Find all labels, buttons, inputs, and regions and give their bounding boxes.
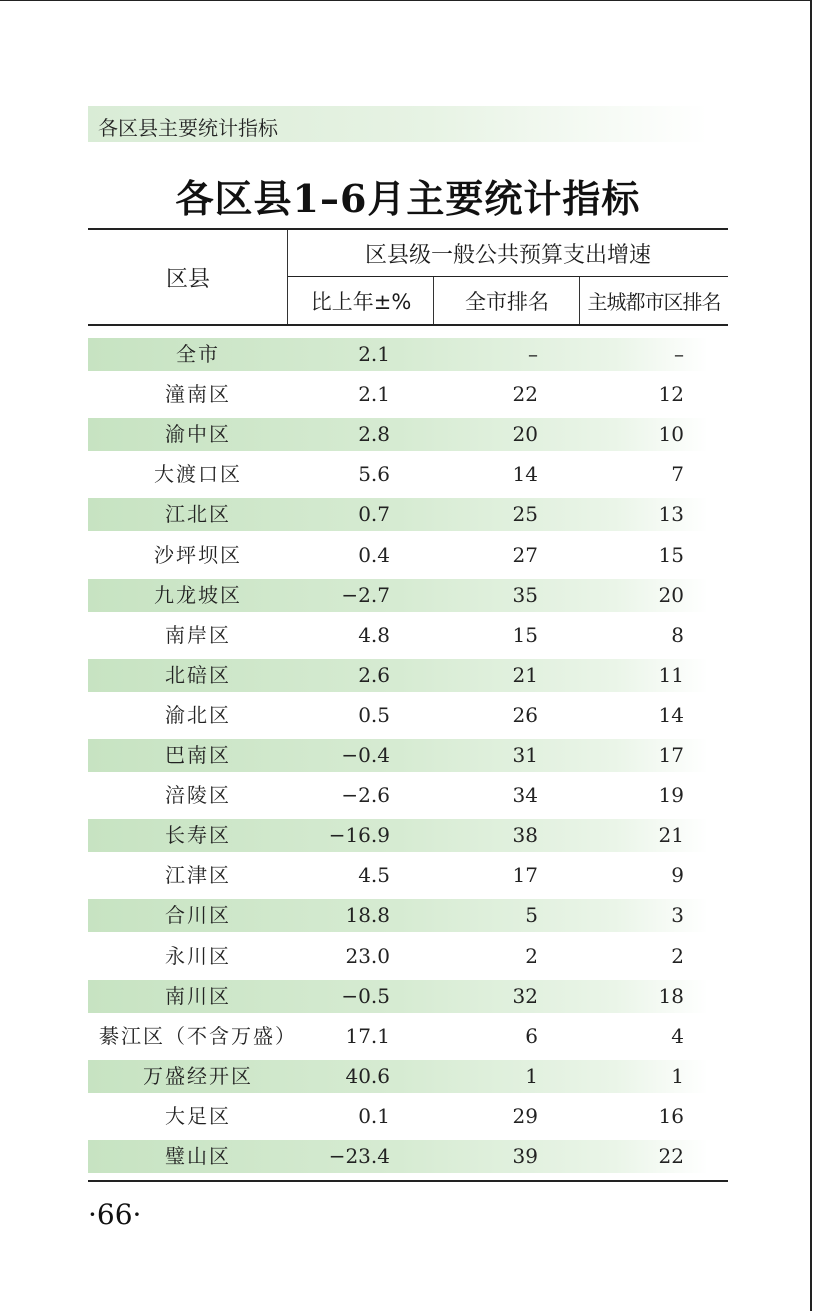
header-district: 区县 — [165, 266, 210, 292]
main-urban-rank-cell: 22 — [658, 1144, 684, 1168]
header-yoy-percent: 比上年±% — [310, 289, 412, 314]
city-rank-cell: 5 — [525, 903, 538, 928]
district-name-cell: 合川区 — [165, 903, 231, 928]
section-header-band — [88, 106, 708, 142]
main-urban-rank-cell: 12 — [658, 382, 684, 407]
main-urban-rank-cell: 1 — [671, 1063, 684, 1088]
yoy-value-cell: −0.4 — [341, 743, 390, 767]
district-name-cell: 涪陵区 — [165, 783, 231, 808]
main-urban-rank-cell: 15 — [658, 542, 684, 567]
city-rank-cell: 17 — [512, 863, 538, 888]
table-row — [88, 1100, 708, 1133]
yoy-value-cell: 0.7 — [358, 502, 390, 527]
main-urban-rank-cell: 17 — [658, 743, 684, 767]
yoy-value-cell: 23.0 — [345, 943, 390, 968]
table-row — [88, 819, 708, 852]
district-name-cell: 渝北区 — [165, 702, 231, 727]
city-rank-cell: 2 — [525, 943, 538, 968]
district-name-cell: 渝中区 — [165, 422, 231, 447]
district-name-cell: 全市 — [176, 342, 220, 366]
main-urban-rank-cell: 20 — [658, 582, 684, 607]
yoy-value-cell: 0.4 — [358, 542, 390, 567]
city-rank-cell: 15 — [512, 622, 538, 647]
yoy-value-cell: −0.5 — [341, 983, 390, 1008]
table-row — [88, 1140, 708, 1173]
table-row — [88, 458, 708, 491]
district-name-cell: 永川区 — [165, 943, 231, 968]
city-rank-cell: 6 — [525, 1023, 538, 1048]
main-urban-rank-cell: 13 — [658, 502, 684, 527]
city-rank-cell: 31 — [512, 743, 538, 767]
main-urban-rank-cell: 19 — [658, 783, 684, 808]
table-bottom-rule — [88, 1180, 728, 1182]
yoy-value-cell: 0.5 — [358, 702, 390, 727]
main-urban-rank-cell: 9 — [671, 863, 684, 888]
yoy-value-cell: −2.7 — [341, 582, 390, 607]
section-label: 各区县主要统计指标 — [98, 116, 278, 140]
city-rank-cell: 25 — [512, 502, 538, 527]
main-urban-rank-cell: 21 — [658, 823, 684, 848]
yoy-value-cell: 4.8 — [358, 622, 390, 647]
main-urban-rank-cell: 16 — [658, 1103, 684, 1128]
table-row — [88, 539, 708, 572]
main-urban-rank-cell: 2 — [671, 943, 684, 968]
city-rank-cell: 27 — [512, 542, 538, 567]
header-city-rank: 全市排名 — [465, 289, 549, 314]
table-row — [88, 940, 708, 973]
yoy-value-cell: 2.1 — [358, 382, 390, 407]
district-name-cell: 潼南区 — [165, 382, 231, 407]
table-row — [88, 378, 708, 411]
city-rank-cell: 29 — [512, 1103, 538, 1128]
table-row — [88, 498, 708, 531]
yoy-value-cell: 17.1 — [345, 1023, 390, 1048]
table-row — [88, 899, 708, 932]
header-group-expenditure-growth: 区县级一般公共预算支出增速 — [364, 242, 651, 268]
yoy-value-cell: 4.5 — [358, 863, 390, 888]
district-name-cell: 綦江区（不含万盛） — [99, 1023, 297, 1048]
page-title: 各区县1–6月主要统计指标 — [175, 176, 641, 221]
district-name-cell: 江北区 — [165, 502, 231, 527]
header-main-urban-rank: 主城都市区排名 — [587, 290, 721, 314]
table-row — [88, 699, 708, 732]
district-name-cell: 长寿区 — [165, 823, 231, 848]
page-number: ·66· — [88, 1198, 142, 1231]
main-urban-rank-cell: 7 — [671, 462, 684, 487]
district-name-cell: 璧山区 — [165, 1144, 231, 1168]
yoy-value-cell: −16.9 — [328, 823, 390, 848]
district-name-cell: 沙坪坝区 — [154, 542, 242, 567]
district-name-cell: 九龙坡区 — [154, 582, 242, 607]
header-bottom-rule — [88, 324, 728, 326]
yoy-value-cell: 2.6 — [358, 662, 390, 687]
main-urban-rank-cell: 11 — [658, 662, 684, 687]
main-urban-rank-cell: 14 — [658, 702, 684, 727]
yoy-value-cell: 2.1 — [358, 342, 390, 366]
city-rank-cell: 1 — [525, 1063, 538, 1088]
district-name-cell: 万盛经开区 — [143, 1063, 253, 1088]
yoy-value-cell: −2.6 — [341, 783, 390, 808]
table-row — [88, 418, 708, 451]
main-urban-rank-cell: 18 — [658, 983, 684, 1008]
city-rank-cell: 32 — [512, 983, 538, 1008]
main-urban-rank-cell: 3 — [671, 903, 684, 928]
yoy-value-cell: 40.6 — [345, 1063, 390, 1088]
city-rank-cell: 14 — [512, 462, 538, 487]
city-rank-cell: 35 — [512, 582, 538, 607]
city-rank-cell: 21 — [512, 662, 538, 687]
district-name-cell: 北碚区 — [165, 662, 231, 687]
yoy-value-cell: −23.4 — [328, 1144, 390, 1168]
district-name-cell: 南川区 — [165, 983, 231, 1008]
main-urban-rank-cell: 4 — [671, 1023, 684, 1048]
table-row — [88, 619, 708, 652]
district-name-cell: 南岸区 — [165, 622, 231, 647]
table-row — [88, 980, 708, 1013]
table-row — [88, 739, 708, 772]
yoy-value-cell: 0.1 — [358, 1103, 390, 1128]
table-row — [88, 659, 708, 692]
city-rank-cell: 20 — [512, 422, 538, 447]
yoy-value-cell: 5.6 — [358, 462, 390, 487]
city-rank-cell: 38 — [512, 823, 538, 848]
city-rank-cell: 26 — [512, 702, 538, 727]
table-row — [88, 338, 708, 371]
table-row — [88, 1020, 708, 1053]
table-row — [88, 779, 708, 812]
city-rank-cell: – — [528, 342, 538, 366]
city-rank-cell: 39 — [512, 1144, 538, 1168]
yoy-value-cell: 2.8 — [358, 422, 390, 447]
table-row — [88, 579, 708, 612]
district-name-cell: 江津区 — [165, 863, 231, 888]
table-row — [88, 1060, 708, 1093]
city-rank-cell: 34 — [512, 783, 538, 808]
district-name-cell: 大足区 — [165, 1103, 231, 1128]
city-rank-cell: 22 — [512, 382, 538, 407]
main-urban-rank-cell: – — [674, 342, 684, 366]
main-urban-rank-cell: 8 — [671, 622, 684, 647]
table-row — [88, 859, 708, 892]
yoy-value-cell: 18.8 — [345, 903, 390, 928]
district-name-cell: 大渡口区 — [154, 462, 242, 487]
main-urban-rank-cell: 10 — [658, 422, 684, 447]
district-name-cell: 巴南区 — [165, 743, 231, 767]
